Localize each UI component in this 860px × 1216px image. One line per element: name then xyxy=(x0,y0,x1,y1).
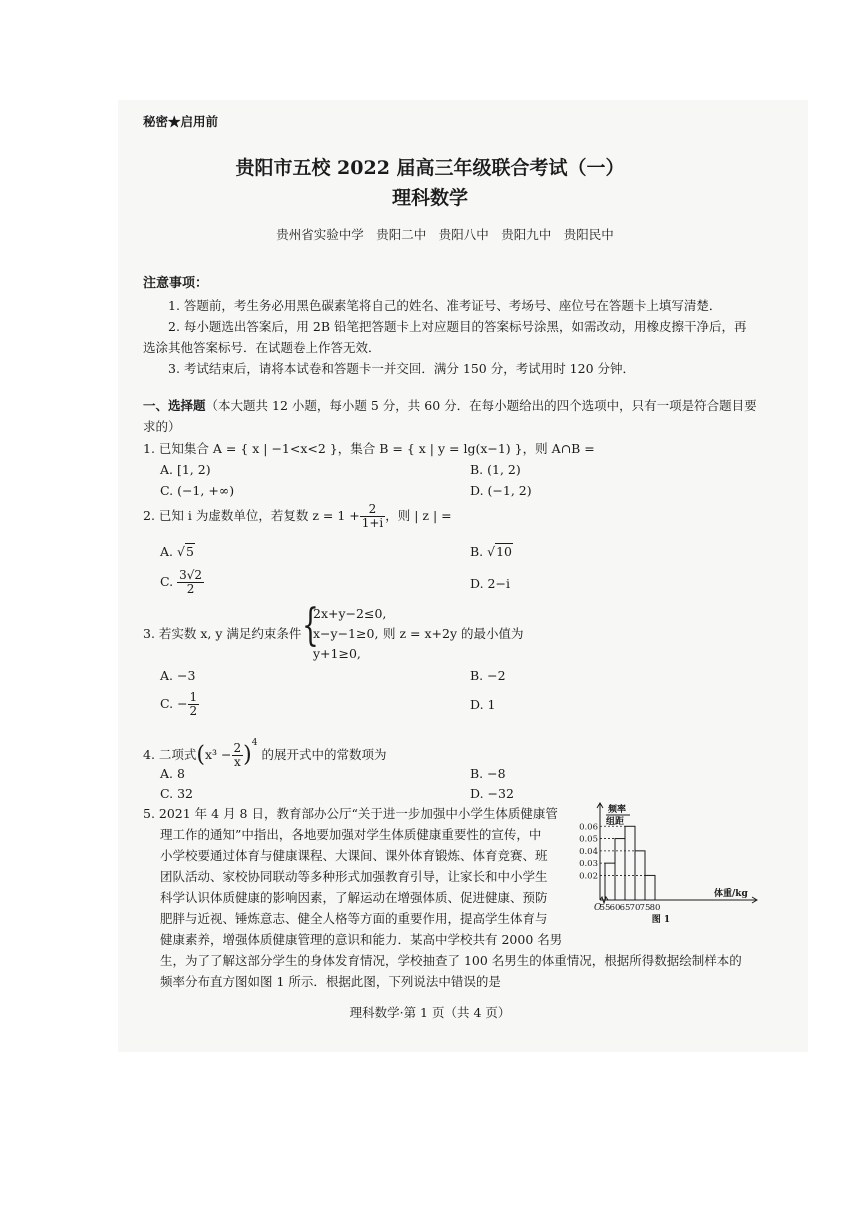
confidential-label: 秘密★启用前 xyxy=(143,114,219,129)
q3-brace: { xyxy=(302,600,319,651)
note-item-2-cont: 选涂其他答案标号．在试题卷上作答无效． xyxy=(143,340,381,355)
frequency-histogram xyxy=(576,800,766,930)
section-title: 一、选择题 xyxy=(143,398,206,413)
q4-option-c: C. 32 xyxy=(160,786,193,801)
histogram-bar xyxy=(625,826,635,900)
q2-fraction xyxy=(360,503,386,530)
y-tick-label: 0.02 xyxy=(579,871,598,882)
q3-stem-post: 则 z = x+2y 的最小值为 xyxy=(383,626,524,641)
histogram-bar xyxy=(615,839,625,900)
q4-option-b: B. −8 xyxy=(470,766,506,781)
note-item-1: 1. 答题前，考生务必用黑色碳素笔将自己的姓名、准考证号、考场号、座位号在答题卡上填写清楚． xyxy=(168,298,722,313)
q4-option-d: D. −32 xyxy=(470,786,514,801)
histogram-bar xyxy=(605,863,615,900)
q5-line-8: 生，为了了解这部分学生的身体发育情况，学校抽查了 100 名男生的体重情况，根据所得数据绘制样本的 xyxy=(160,953,742,968)
y-tick-label: 0.05 xyxy=(579,834,598,845)
y-tick-label: 0.04 xyxy=(579,846,598,857)
q5-line-1: 5. 2021 年 4 月 8 日，教育部办公厅“关于进一步加强中小学生体质健康管 xyxy=(143,806,558,821)
origin-label: O xyxy=(594,903,602,913)
exam-title: 贵阳市五校 2022 届高三年级联合考试（一） xyxy=(235,157,625,179)
q3-option-d: D. 1 xyxy=(470,697,496,712)
q5-line-5: 科学认识体质健康的影响因素，了解运动在增强体质、促进健康、预防 xyxy=(160,890,548,905)
note-item-3: 3. 考试结束后，请将本试卷和答题卡一并交回．满分 150 分，考试用时 120 分钟． xyxy=(168,361,636,376)
q3-option-b: B. −2 xyxy=(470,668,506,683)
page-footer: 理科数学·第 1 页（共 4 页） xyxy=(349,1005,511,1020)
q2-stem-text: 2. 已知 i 为虚数单位，若复数 z = 1 + xyxy=(143,508,360,523)
section-header xyxy=(143,398,757,414)
q5-line-4: 团队活动、家校协同联动等多种形式加强教育引导，让家长和中小学生 xyxy=(160,869,548,884)
q3-constraint-3: y+1≥0, xyxy=(313,646,361,661)
q5-line-3: 小学校要通过体育与健康课程、大课间、课外体育锻炼、体育竞赛、班 xyxy=(160,848,548,863)
q1-option-a: A. [1, 2) xyxy=(160,462,211,477)
q5-line-9: 频率分布直方图如图 1 所示．根据此图，下列说法中错误的是 xyxy=(160,974,501,989)
histogram-bar xyxy=(645,875,655,900)
y-tick-label: 0.06 xyxy=(579,822,598,833)
q2-stem xyxy=(143,503,452,530)
q2-option-d: D. 2−i xyxy=(470,576,510,591)
q3-option-a: A. −3 xyxy=(160,668,196,683)
x-tick-label: 70 xyxy=(629,903,641,913)
q2-option-a: A. √5 xyxy=(160,544,194,559)
notes-heading: 注意事项： xyxy=(143,276,209,291)
x-tick-label: 65 xyxy=(619,903,631,913)
section-desc-cont: 求的） xyxy=(143,419,181,434)
note-item-2: 2. 每小题选出答案后，用 2B 铅笔把答题卡上对应题目的答案标号涂黑，如需改动，用橡皮擦干净后，再 xyxy=(168,319,747,334)
q3-constraint-2: x−y−1≥0, xyxy=(313,626,379,641)
q1-stem: 1. 已知集合 A = { x | −1<x<2 }，集合 B = { x | y = lg(x−1) }，则 A∩B = xyxy=(143,441,595,456)
section-desc: （本大题共 12 小题，每小题 5 分，共 60 分．在每小题给出的四个选项中，只有一项是符合题目要 xyxy=(205,398,757,413)
x-tick-label: 75 xyxy=(639,903,651,913)
y-label-top: 频率 xyxy=(608,805,627,815)
school-list: 贵州省实验中学 贵阳二中 贵阳八中 贵阳九中 贵阳民中 xyxy=(276,227,614,242)
q1-option-d: D. (−1, 2) xyxy=(470,483,532,498)
q5-line-6: 肥胖与近视、锤炼意志、健全人格等方面的重要作用，提高学生体育与 xyxy=(160,911,548,926)
figure-caption: 图 1 xyxy=(651,915,671,925)
q3-option-c: C. − $\frac{1}{2}$ xyxy=(160,690,198,718)
x-tick-label: 55 xyxy=(599,903,611,913)
q5-line-2: 理工作的通知”中指出，各地要加强对学生体质健康重要性的宣传，中 xyxy=(160,827,542,842)
q2-option-b: B. √10 xyxy=(470,544,513,559)
q4-stem: 4. 二项式(x³ − $\frac{2}{x}$ )$^4$ 的展开式中的常数项为 xyxy=(143,738,387,769)
x-label: 体重/kg xyxy=(714,889,748,899)
q5-line-7: 健康素养，增强体质健康管理的意识和能力．某高中学校共有 2000 名男 xyxy=(160,932,563,947)
q4-option-a: A. 8 xyxy=(160,766,185,781)
q1-option-c: C. (−1, +∞) xyxy=(160,483,235,498)
subject-title: 理科数学 xyxy=(391,187,468,209)
q2-option-c: C. $\frac{3√2}{2}$ xyxy=(160,568,202,596)
q2-stem-end: ，则 | z | = xyxy=(385,508,452,523)
x-tick-label: 80 xyxy=(649,903,661,913)
q1-option-b: B. (1, 2) xyxy=(470,462,521,477)
q2-fraction-den: 1+i xyxy=(361,516,384,530)
y-label-bottom: 组距 xyxy=(606,817,625,827)
q3-constraint-1: 2x+y−2≤0, xyxy=(313,606,387,621)
y-tick-label: 0.03 xyxy=(579,859,598,870)
q3-stem-pre: 3. 若实数 x, y 满足约束条件 xyxy=(143,626,302,641)
q2-fraction-num: 2 xyxy=(360,503,386,517)
x-tick-label: 60 xyxy=(609,903,621,913)
